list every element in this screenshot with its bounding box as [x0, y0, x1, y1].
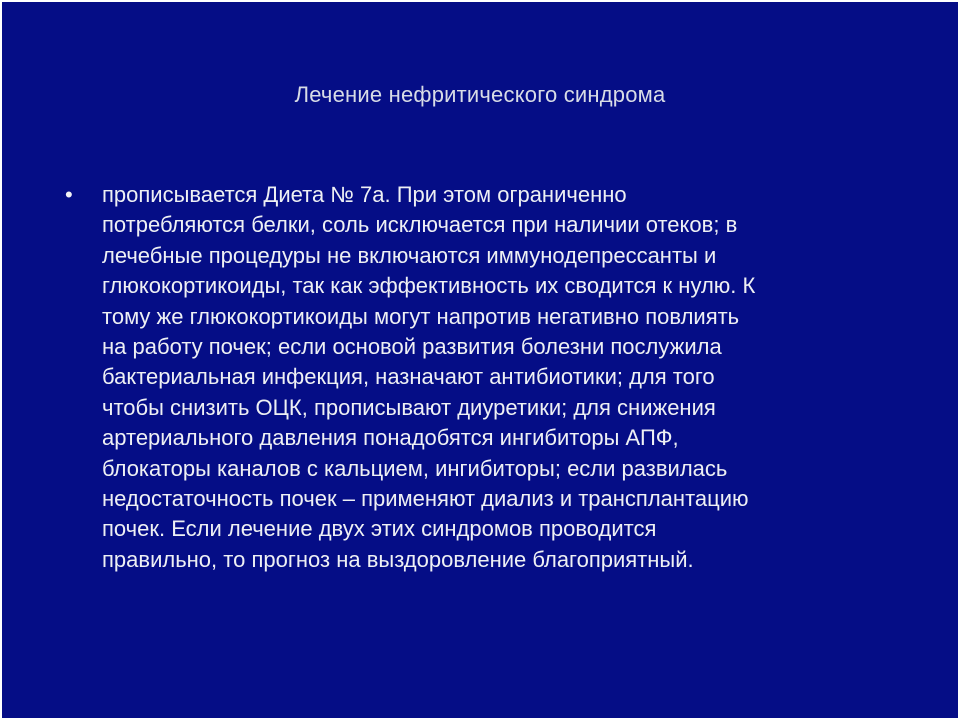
bullet-text-line: недостаточность почек – применяют диализ и трансплантацию [102, 486, 749, 512]
bullet-text-line: бактериальная инфекция, назначают антибиотики; для того [102, 364, 715, 390]
bullet-text-line: блокаторы каналов с кальцием, ингибиторы; если развилась [102, 455, 728, 481]
slide [2, 2, 958, 718]
bullet-item [65, 180, 915, 575]
bullet-text [102, 180, 915, 575]
bullet-text-line: лечебные процедуры не включаются иммунодепрессанты и [102, 242, 717, 268]
bullet-icon: • [65, 182, 73, 207]
bullet-text-line: прописывается Диета № 7а. При этом ограниченно [102, 182, 627, 207]
bullet-text-line: артериального давления понадобятся ингибиторы АПФ, [102, 425, 679, 451]
bullet-text-line: потребляются белки, соль исключается при наличии отеков; в [102, 212, 738, 238]
bullet-text-line: глюкокортикоиды, так как эффективность их сводится к нулю. К [102, 273, 756, 299]
bullet-text-line: почек. Если лечение двух этих синдромов проводится [102, 516, 657, 542]
slide-title: Лечение нефритического синдрома [294, 82, 666, 107]
bullet-text-line: чтобы снизить ОЦК, прописывают диуретики; для снижения [102, 394, 716, 420]
bullet-text-line: на работу почек; если основой развития болезни послужила [102, 334, 722, 360]
bullet-text-line: правильно, то прогноз на выздоровление благоприятный. [102, 546, 694, 572]
bullet-text-line: тому же глюкокортикоиды могут напротив негативно повлиять [102, 303, 740, 329]
